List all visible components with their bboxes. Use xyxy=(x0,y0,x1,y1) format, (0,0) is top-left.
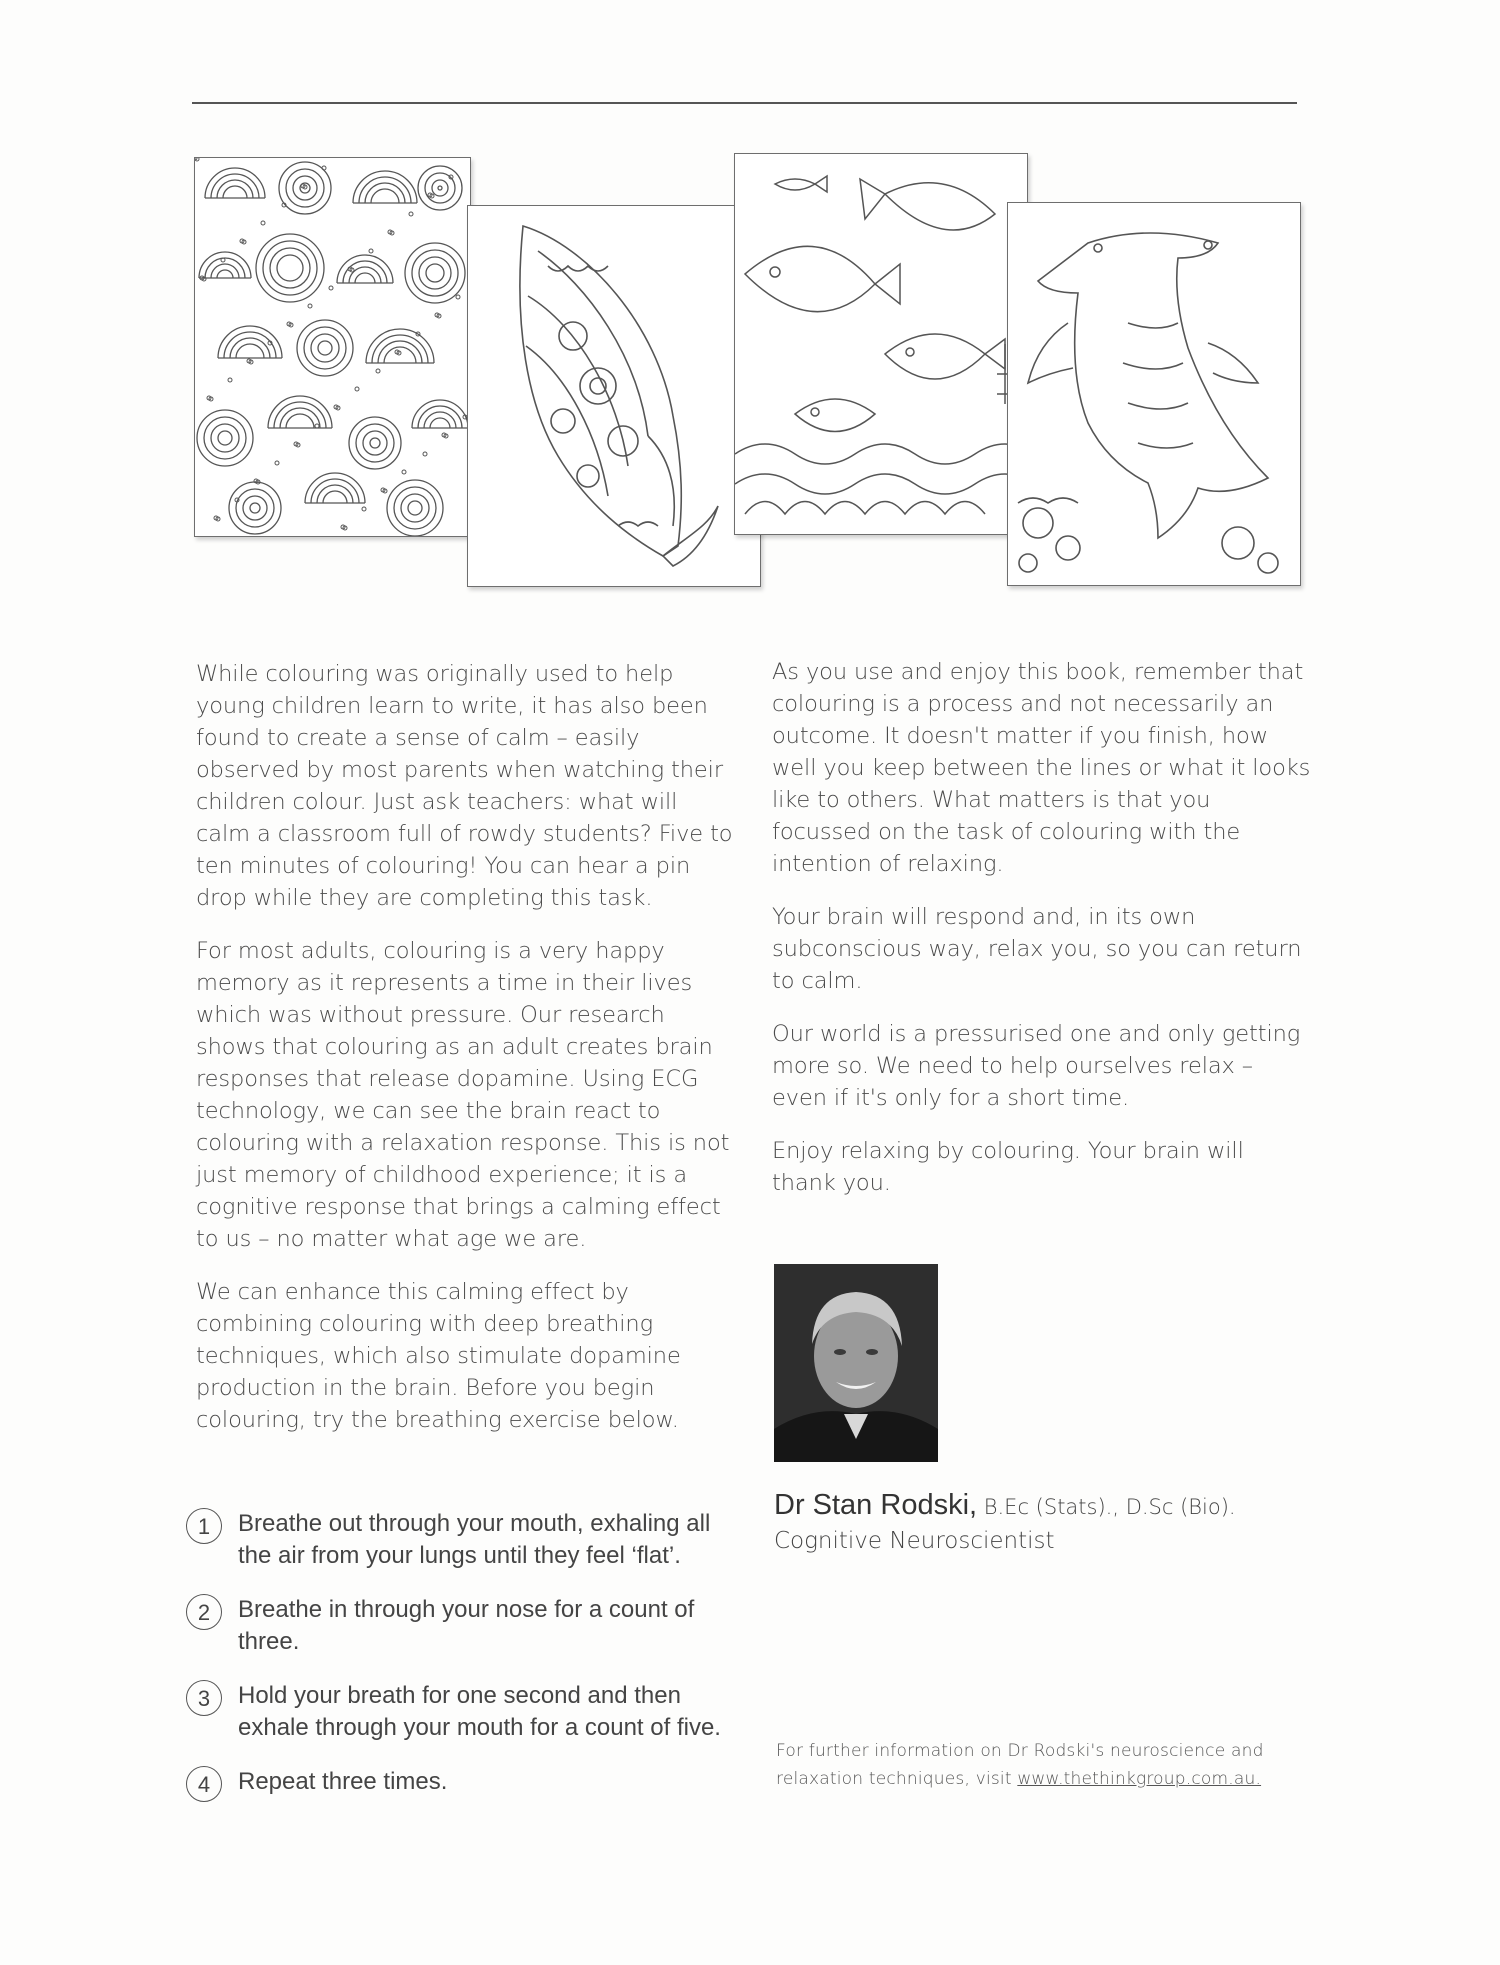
tropical-fish-drawing xyxy=(735,154,1027,534)
seashell-pattern-drawing xyxy=(195,158,470,536)
step-text: Breathe out through your mouth, exhaling all the air from your lungs until they feel ‘flat’. xyxy=(238,1510,711,1569)
left-text-column xyxy=(196,658,736,1457)
website-link[interactable]: www.thethinkgroup.com.au. xyxy=(1017,1769,1262,1789)
hammerhead-shark-illustration xyxy=(1007,202,1301,586)
paragraph-enjoy-relaxing: Enjoy relaxing by colouring. Your brain will thank you. xyxy=(772,1138,1244,1196)
step-number-badge: 3 xyxy=(186,1680,222,1716)
tropical-fish-illustration xyxy=(734,153,1028,535)
footer-line-2 xyxy=(776,1765,1376,1793)
top-rule xyxy=(192,102,1297,104)
footer-note xyxy=(776,1737,1376,1793)
hammerhead-shark-drawing xyxy=(1008,203,1300,585)
conch-shell-drawing xyxy=(468,206,760,586)
author-title: Cognitive Neuroscientist xyxy=(774,1528,1055,1554)
portrait-drawing xyxy=(774,1264,938,1462)
paragraph-breathing-intro: We can enhance this calming effect by combining colouring with deep breathing techniques, which also stimulate dopamine production in the brain. Before you begin colouring, try the breathing exercise below. xyxy=(196,1279,681,1433)
paragraph-process-not-outcome: As you use and enjoy this book, remember that colouring is a process and not necessarily an outcome. It doesn't matter if you finish, how well you keep between the lines or what it looks like to others. What matters is that you focussed on the task of colouring with the intention of relaxing. xyxy=(772,659,1311,877)
paragraph-brain-response: Your brain will respond and, in its own subconscious way, relax you, so you can return to calm. xyxy=(772,904,1302,994)
author-credit xyxy=(774,1488,1374,1558)
step-number-badge: 2 xyxy=(186,1594,222,1630)
step-text: Repeat three times. xyxy=(238,1768,448,1795)
author-qualifications: B.Ec (Stats)., D.Sc (Bio). xyxy=(977,1495,1236,1519)
author-portrait-photo xyxy=(774,1264,938,1462)
paragraph-adult-research: For most adults, colouring is a very happy memory as it represents a time in their lives which was without pressure. Our research shows that colouring as an adult creates brain responses that release dopamine. Using ECG technology, we can see the brain react to colouring with a relaxation response. This is not just memory of childhood experience; it is a cognitive response that brings a calming effect to us – no matter what age we are. xyxy=(196,938,730,1252)
step-text: Breathe in through your nose for a count of three. xyxy=(238,1596,695,1655)
breathing-step xyxy=(186,1508,746,1572)
seashell-pattern-illustration xyxy=(194,157,471,537)
footer-line-1: For further information on Dr Rodski's neuroscience and xyxy=(776,1741,1264,1761)
right-text-column xyxy=(772,656,1312,1220)
paragraph-pressurised-world: Our world is a pressurised one and only getting more so. We need to help ourselves relax – even if it's only for a short time. xyxy=(772,1021,1301,1111)
step-number-badge: 1 xyxy=(186,1508,222,1544)
breathing-step xyxy=(186,1594,746,1658)
breathing-steps-list xyxy=(186,1508,746,1820)
breathing-step xyxy=(186,1766,746,1798)
footer-line-2-text: relaxation techniques, visit xyxy=(776,1769,1018,1789)
author-name-line xyxy=(774,1488,1374,1524)
paragraph-colouring-history: While colouring was originally used to help young children learn to write, it has also been found to create a sense of calm – easily observed by most parents when watching their children colour. Just ask teachers: what will calm a classroom full of rowdy students? Five to ten minutes of colouring! You can hear a pin drop while they are completing this task. xyxy=(196,661,733,911)
step-text: Hold your breath for one second and then exhale through your mouth for a count of five. xyxy=(238,1682,721,1741)
conch-shell-illustration xyxy=(467,205,761,587)
author-name: Dr Stan Rodski, xyxy=(774,1489,978,1521)
step-number-badge: 4 xyxy=(186,1766,222,1802)
breathing-step xyxy=(186,1680,746,1744)
